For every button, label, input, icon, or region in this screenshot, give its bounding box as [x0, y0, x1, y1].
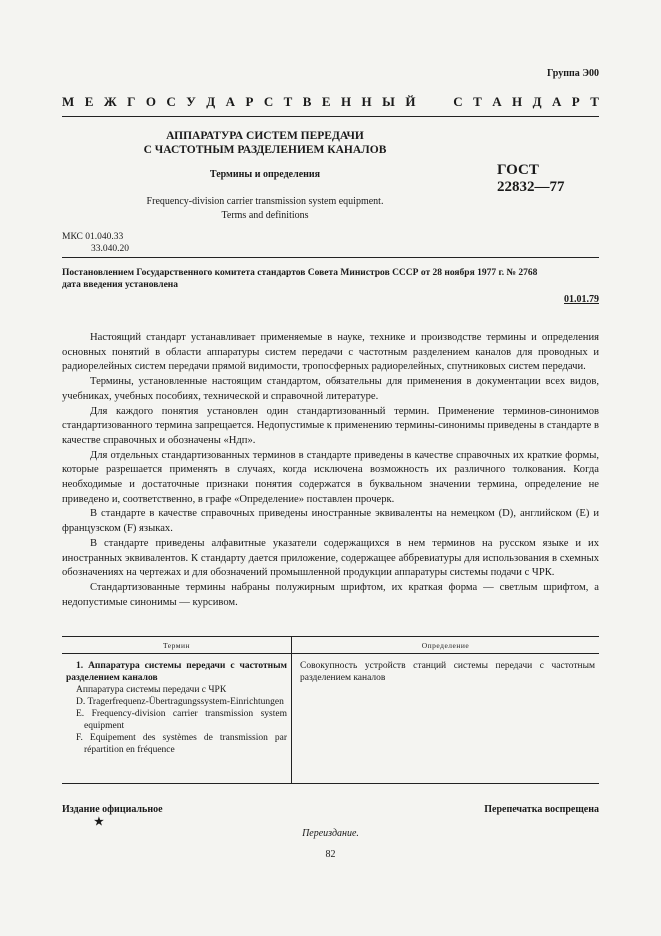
term-short-form: Аппаратура системы передачи с ЧРК	[76, 685, 227, 695]
decree	[62, 267, 599, 291]
mks-label: МКС	[62, 232, 83, 242]
foreign-equivalent-de: D. Tragerfrequenz-Übertragungssystem-Einrichtungen	[76, 697, 284, 707]
banner-letter: Т	[590, 94, 599, 109]
definition-cell: Совокупность устройств станций системы передачи с частотным разделением каналов	[300, 661, 595, 683]
gost-number: 22832—77	[497, 179, 565, 195]
foreign-equivalent-fr: F. Equipement des systèmes de transmission par répartition en fréquence	[76, 733, 287, 755]
banner-letter: О	[145, 94, 156, 109]
banner-letter: А	[551, 94, 562, 109]
header-term: Термин	[62, 637, 292, 653]
paragraph: В стандарте в качестве справочных приведены иностранные эквиваленты на немецком (D), английском (E) и французском (F) языках.	[62, 508, 599, 535]
gost-label: ГОСТ	[497, 162, 539, 178]
banner-letter: Т	[283, 94, 293, 109]
banner-letter: В	[302, 94, 312, 109]
banner-letter: Д	[532, 94, 542, 109]
decree-line-2: дата введения установлена	[62, 280, 179, 290]
banner-letter: Р	[245, 94, 254, 109]
banner-letter: Н	[512, 94, 523, 109]
official-edition: Издание официальное	[62, 804, 163, 815]
header-rule	[62, 116, 599, 117]
standard-banner	[62, 94, 599, 110]
page-number: 82	[325, 849, 336, 860]
mks-codes	[62, 231, 129, 255]
table-row	[62, 654, 599, 783]
table-header	[62, 637, 599, 654]
reissue-note: Переиздание.	[302, 828, 359, 839]
reprint-prohibited: Перепечатка воспрещена	[484, 804, 599, 815]
banner-letter: Ы	[382, 94, 395, 109]
paragraph: Термины, установленные настоящим стандартом, обязательны для применения в документации всех видов, учебниках, учебных пособиях, технической и справочной литературе.	[62, 376, 599, 402]
header-definition: Определение	[421, 640, 470, 650]
group-code: Группа Э00	[547, 68, 599, 79]
subtitle: Термины и определения	[209, 169, 321, 180]
term-title: 1. Аппаратура системы передачи с частотным разделением каналов	[66, 661, 287, 683]
banner-letter	[426, 94, 429, 110]
title-line-1: АППАРАТУРА СИСТЕМ ПЕРЕДАЧИ	[166, 130, 364, 142]
banner-letter: Е	[321, 94, 331, 109]
gost-designation	[497, 162, 565, 196]
banner-letter: А	[492, 94, 502, 109]
english-title-line-1: Frequency-division carrier transmission system equipment.	[146, 196, 384, 207]
english-title-line-2: Terms and definitions	[221, 210, 309, 221]
star-icon: ★	[94, 816, 104, 828]
terms-table	[62, 636, 599, 784]
mks-code-1: 01.040.33	[85, 232, 124, 242]
banner-letter: У	[186, 94, 196, 109]
foreign-equivalent-en: E. Frequency-division carrier transmission system equipment	[76, 709, 287, 731]
paragraph: В стандарте приведены алфавитные указатели содержащихся в нем терминов на русском языке и их иностранных эквивалентов. К стандарту дается приложение, содержащее аббревиатуры для использования в схемных обозначениях на чертежах и для обозначений промышленной продукции аппаратуры системы подачи с ЧРК.	[62, 537, 599, 579]
banner-letter: А	[225, 94, 235, 109]
banner-letter: М	[62, 94, 75, 109]
banner-letter: Ж	[103, 94, 117, 109]
banner-letter: Г	[127, 94, 136, 109]
english-title	[110, 195, 420, 223]
banner-letter	[440, 94, 443, 110]
banner-letter: С	[166, 94, 176, 109]
banner-letter: Н	[340, 94, 352, 109]
banner-letter: Т	[473, 94, 482, 109]
banner-letter: С	[263, 94, 274, 109]
paragraph: Для отдельных стандартизованных терминов в стандарте приведены в качестве справочных их краткие формы, которые разрешается применять в случаях, когда исключена возможность их различного толкования. Когда необходимые и достаточные признаки понятия содержатся в буквальном значении термина, определение не приведено и, соответственно, в графе «Определение» поставлен прочерк.	[62, 449, 599, 505]
paragraph: Настоящий стандарт устанавливает применяемые в науке, технике и производстве термины и определения основных понятий в области аппаратуры систем передачи с частотным разделением каналов для проводных и радиорелейных систем передачи прямой видимости, тропосферных радиорелейных, спутниковых систем передачи.	[62, 332, 599, 373]
paragraph: Для каждого понятия установлен один стандартизованный термин. Применение терминов-синонимов стандартизованного термина запрещается. Недопустимые к применению термины-синонимы приведены в стандарте в качестве справочных и обозначены «Ндп».	[62, 405, 599, 446]
banner-letter: Е	[84, 94, 94, 109]
title-line-2: С ЧАСТОТНЫМ РАЗДЕЛЕНИЕМ КАНАЛОВ	[143, 144, 387, 156]
banner-letter: Н	[361, 94, 372, 109]
banner-letter: С	[453, 94, 463, 109]
banner-letter: Р	[571, 94, 580, 109]
decree-line-1: Постановлением Государственного комитета стандартов Совета Министров СССР от 28 ноября 1977 г. № 2768	[62, 268, 538, 278]
term-cell	[62, 654, 292, 783]
body-text	[62, 331, 599, 610]
introduction-date: 01.01.79	[564, 294, 599, 305]
banner-letter: Й	[405, 94, 416, 109]
section-rule	[62, 257, 599, 258]
paragraph: Стандартизованные термины набраны полужирным шрифтом, их краткая форма — светлым шрифтом, а недопустимые синонимы — курсивом.	[62, 581, 599, 608]
banner-letter: Д	[206, 94, 216, 109]
mks-code-2: 33.040.20	[91, 244, 129, 254]
